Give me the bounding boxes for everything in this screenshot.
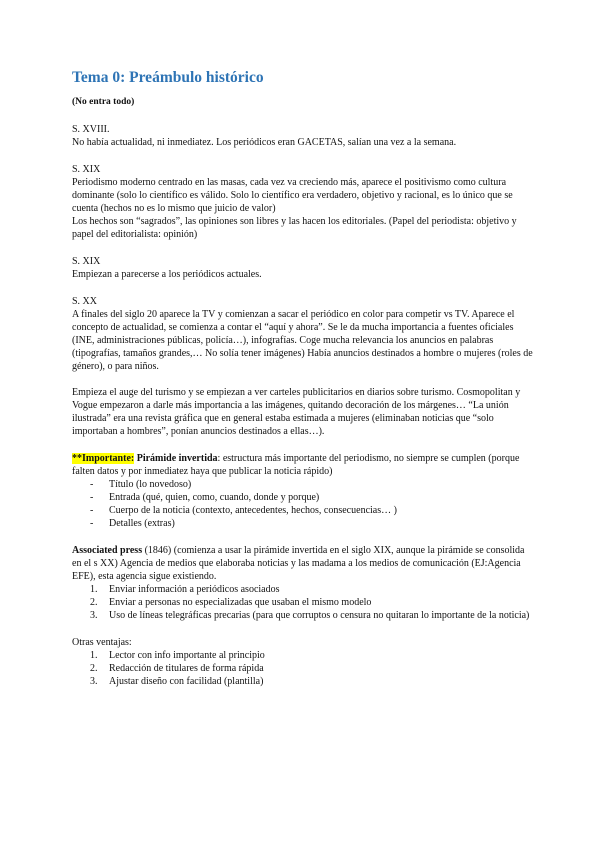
- paragraph: Empieza el auge del turismo y se empiezan a ver carteles publicitarios en diarios sobre turismo. Cosmopolitan y Vogue empezaron a darle más importancia a las imágenes, quitando decoración de los márgenes… “La unión ilustrada” era una revista gráfica que en general estaba estimada a mujeres (eliminaban noticias que “solo importaban a hombres”, ponían anuncios destinados a ellas…).: [72, 387, 521, 437]
- item-number: 1.: [90, 650, 98, 661]
- important-highlight: **Importante:: [72, 453, 135, 464]
- item-number: 2.: [90, 663, 98, 674]
- list-item: [90, 596, 534, 609]
- term-associated-press: Associated press: [72, 545, 143, 556]
- item-text: Lector con info importante al principio: [109, 650, 265, 661]
- list-item: [90, 675, 534, 688]
- list-item: - Detalles (extras): [90, 517, 534, 530]
- section-heading: Otras ventajas:: [72, 637, 132, 648]
- paragraph: Empiezan a parecerse a los periódicos actuales.: [72, 269, 262, 280]
- section-s19a: [72, 163, 534, 241]
- section-heading: S. XIX: [72, 164, 101, 175]
- paragraph: A finales del siglo 20 aparece la TV y comienzan a sacar el periódico en color para competir vs TV. Aparece el concepto de actualidad, se comienza a contar el “aquí y ahora”. Se le da mucha importancia a fuentes oficiales (INE, administraciones públicas, policía…), infografías. Coge mucha relevancia los anuncios en palabras (tipografías, tamaños grandes,… No solía tener imágenes) Había anuncios destinados a hombre o mujeres (roles de género), o para niños.: [72, 309, 533, 372]
- paragraph: [72, 452, 534, 478]
- document-body: [72, 68, 534, 688]
- section-otras-ventajas: [72, 636, 534, 688]
- section-s18: [72, 123, 534, 149]
- section-heading: S. XVIII.: [72, 124, 110, 135]
- item-text: Redacción de titulares de forma rápida: [109, 663, 264, 674]
- list-item: - Entrada (qué, quien, como, cuando, donde y porque): [90, 491, 534, 504]
- subtitle: (No entra todo): [72, 97, 135, 107]
- item-number: 3.: [90, 610, 98, 621]
- list-item: - Título (lo novedoso): [90, 478, 534, 491]
- list-item: [90, 609, 534, 622]
- item-text: Enviar información a periódicos asociados: [109, 584, 280, 595]
- dash-list: [72, 478, 534, 530]
- list-item: [90, 583, 534, 596]
- page-title: Tema 0: Preámbulo histórico: [72, 69, 264, 86]
- list-item: [90, 662, 534, 675]
- numbered-list: [72, 649, 534, 688]
- section-s19b: [72, 255, 534, 281]
- list-item: [90, 649, 534, 662]
- list-item: - Cuerpo de la noticia (contexto, antecedentes, hechos, consecuencias… ): [90, 504, 534, 517]
- item-text: Uso de líneas telegráficas precarias (para que corruptos o censura no quitaran lo importante de la noticia): [109, 610, 530, 621]
- section-heading: S. XIX: [72, 256, 101, 267]
- important-text: : estructura más importante del periodismo, no siempre se cumplen (porque falten datos y por inmediatez haya que publicar la noticia rápido): [72, 453, 520, 477]
- item-number: 2.: [90, 597, 98, 608]
- associated-text: (1846) (comienza a usar la pirámide invertida en el siglo XIX, aunque la pirámide se consolida en el s XX) Agencia de medios que elaboraba noticias y las madama a los medios de comunicación (EJ:Agencia EFE), esta agencia sigue existiendo.: [72, 545, 525, 582]
- numbered-list: [72, 583, 534, 622]
- item-number: 3.: [90, 676, 98, 687]
- section-important: [72, 452, 534, 530]
- section-s20: [72, 295, 534, 438]
- paragraph: No había actualidad, ni inmediatez. Los periódicos eran GACETAS, salían una vez a la semana.: [72, 137, 457, 148]
- item-number: 1.: [90, 584, 98, 595]
- section-associated-press: [72, 544, 534, 622]
- item-text: Enviar a personas no especializadas que usaban el mismo modelo: [109, 597, 372, 608]
- paragraph: Periodismo moderno centrado en las masas, cada vez va creciendo más, aparece el positivismo como cultura dominante (solo lo científico es válido. Solo lo científico era verdadero, objetivo y racional, es lo único que se cuenta (hechos no es lo mismo que juicio de valor): [72, 177, 513, 214]
- term-piramide: Pirámide invertida: [136, 453, 218, 464]
- paragraph: [72, 544, 534, 583]
- item-text: Ajustar diseño con facilidad (plantilla): [109, 676, 264, 687]
- section-heading: S. XX: [72, 296, 98, 307]
- paragraph: Los hechos son “sagrados”, las opiniones son libres y las hacen los editoriales. (Papel del periodista: objetivo y papel del editorialista: opinión): [72, 216, 517, 240]
